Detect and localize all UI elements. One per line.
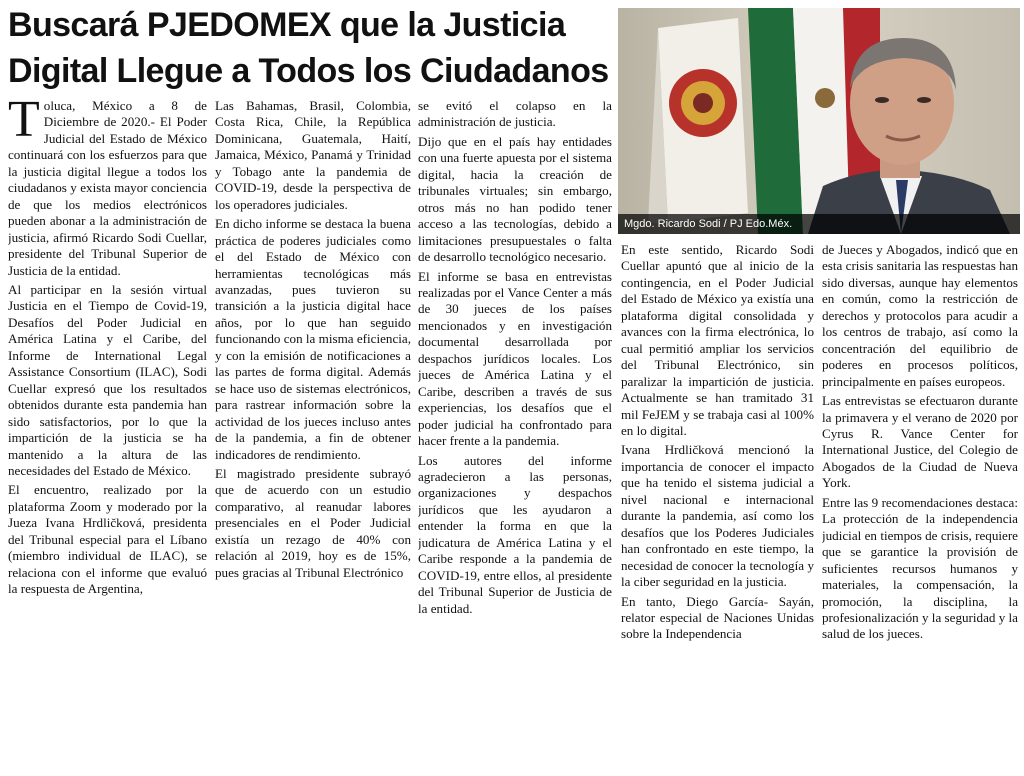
drop-cap: T bbox=[8, 98, 40, 148]
paragraph: de Jueces y Abogados, indicó que en esta crisis sanitaria las respuestas han sido diversas, aunque hay elementos en común, como la restricción de derechos y protocolos para acudir a los centros de trabajo, así como la concentración del equilibrio de poderes en procesos políticos, principalmente en países europeos. bbox=[822, 242, 1018, 389]
paragraph: Entre las 9 recomendaciones destaca: La protección de la independencia judicial en tiempos de crisis, requiere que se garantice la provisión de suficientes recursos humanos y materiales, la compensación, la promoción, la disciplina, la profesionalización y la seguridad y la salud de los jueces. bbox=[822, 494, 1018, 642]
paragraph: El magistrado presidente subrayó que de acuerdo con un estudio comparativo, al reanudar labores presenciales en el Poder Judicial existía un rezago de 40% con relación al 2019, hoy es de 15%, pues gracias al Tribunal Electrónico bbox=[215, 465, 411, 580]
paragraph: Dijo que en el país hay entidades con una fuerte apuesta por el sistema digital, hacia la creación de tribunales virtuales; sin embargo, otros más no han podido tener acceso a las tecnologías, debido a limitaciones presupuestales o falta de desarrollo tecnológico necesario. bbox=[418, 133, 612, 265]
headline bbox=[8, 2, 614, 94]
paragraph: Ivana Hrdličková mencionó la importancia de conocer el impacto que ha tenido el sistema judicial a nivel nacional e internacional durante la pandemia, así como los desafíos que los Poderes Judiciales han confrontado en este tiempo, la necesidad de conocer la tecnología y la ciber seguridad en la justicia. bbox=[621, 442, 814, 590]
paragraph bbox=[8, 98, 207, 279]
paragraph: Al participar en la sesión virtual Justicia en el Tiempo de Covid-19, Desafíos del Poder Judicial en América Latina y el Caribe, del Informe de International Legal Assistance Consortium (ILAC), Sodi Cuellar expresó que los resultados obtenidos durante esta pandemia han sido satisfactorios, por lo que la impartición de la justicia se ha mantenido a la altura de las necesidades del Estado de México. bbox=[8, 281, 207, 478]
article-column-4 bbox=[621, 242, 814, 774]
headline-line-1: Buscará PJEDOMEX que la Justicia bbox=[8, 6, 566, 44]
paragraph: En este sentido, Ricardo Sodi Cuellar apuntó que al inicio de la contingencia, en el Poder Judicial del Estado de México ya existía una plataforma digital consolidada y avances con la firma electrónica, lo cual permitió ampliar los servicios del Tribunal Electrónico, sin paralizar la impartición de justicia. Actualmente se han tramitado 31 mil FeJEM y se trabaja casi al 100% en lo digital. bbox=[621, 242, 814, 438]
paragraph: El informe se basa en entrevistas realizadas por el Vance Center a más de 30 jueces de los países mencionados y en investigación documental desarrollada por despachos jurídicos locales. Los jueces de América Latina y el Caribe, describen a través de sus experiencias, los desafíos que el poder judicial ha confrontado para hacer frente a la pandemia. bbox=[418, 268, 612, 449]
paragraph: Las Bahamas, Brasil, Colombia, Costa Rica, Chile, la República Dominicana, Guatemala, Haití, Jamaica, México, Panamá y Trinidad y Tobago ante la pandemia de COVID-19, desde la perspectiva de los operadores judiciales. bbox=[215, 98, 411, 212]
paragraph: En tanto, Diego García- Sayán, relator especial de Naciones Unidas sobre la Independencia bbox=[621, 593, 814, 642]
paragraph: Las entrevistas se efectuaron durante la primavera y el verano de 2020 por Cyrus R. Vance Center for International Justice, del Colegio de Abogados de la Ciudad de Nueva York. bbox=[822, 393, 1018, 491]
article-column-3 bbox=[418, 98, 612, 774]
paragraph: El encuentro, realizado por la plataforma Zoom y moderado por la Jueza Ivana Hrdličková, presidenta del Tribunal especial para el Líbano (miembro individual de ILAC), se relaciona con el informe que evaluó la respuesta de Argentina, bbox=[8, 482, 207, 597]
photo-caption: Mgdo. Ricardo Sodi / PJ Edo.Méx. bbox=[618, 214, 1020, 234]
speaker-photo-illustration bbox=[618, 8, 1020, 234]
article-column-1 bbox=[8, 98, 207, 774]
speaker-photo bbox=[618, 8, 1020, 234]
article-column-2 bbox=[215, 98, 411, 774]
paragraph: Los autores del informe agradecieron a las personas, organizaciones y despachos jurídicos que les ayudaron a entender la forma en que la judicatura de América Latina y el Caribe responde a la pandemia de COVID-19, entre ellos, al presidente del Tribunal Superior de Justicia de la entidad. bbox=[418, 452, 612, 616]
article-column-5 bbox=[822, 242, 1018, 774]
headline-line-2: Digital Llegue a Todos los Ciudadanos bbox=[8, 52, 609, 90]
paragraph: se evitó el colapso en la administración de justicia. bbox=[418, 98, 612, 130]
paragraph-text: oluca, México a 8 de Diciembre de 2020.- El Poder Judicial del Estado de México continuará con los esfuerzos para que la justicia digital llegue a todos los ciudadanos y exista mayor conciencia de que los medios electrónicos pueden abonar a la administración de justicia, afirmó Ricardo Sodi Cuellar, presidente del Tribunal Superior de Justicia de la entidad. bbox=[8, 98, 207, 278]
paragraph: En dicho informe se destaca la buena práctica de poderes judiciales como el del Estado de México con herramientas tecnológicas más avanzadas, pues tuvieron su transición a la justicia digital hace años, por lo que han seguido funcionando con la misma eficiencia, y con la emisión de notificaciones a las partes de forma digital. Además se hace uso de sistemas electrónicos, para rastrear información sobre la actividad de los jueces incluso antes de la pandemia, a fin de obtener indicadores de rendimiento. bbox=[215, 216, 411, 462]
